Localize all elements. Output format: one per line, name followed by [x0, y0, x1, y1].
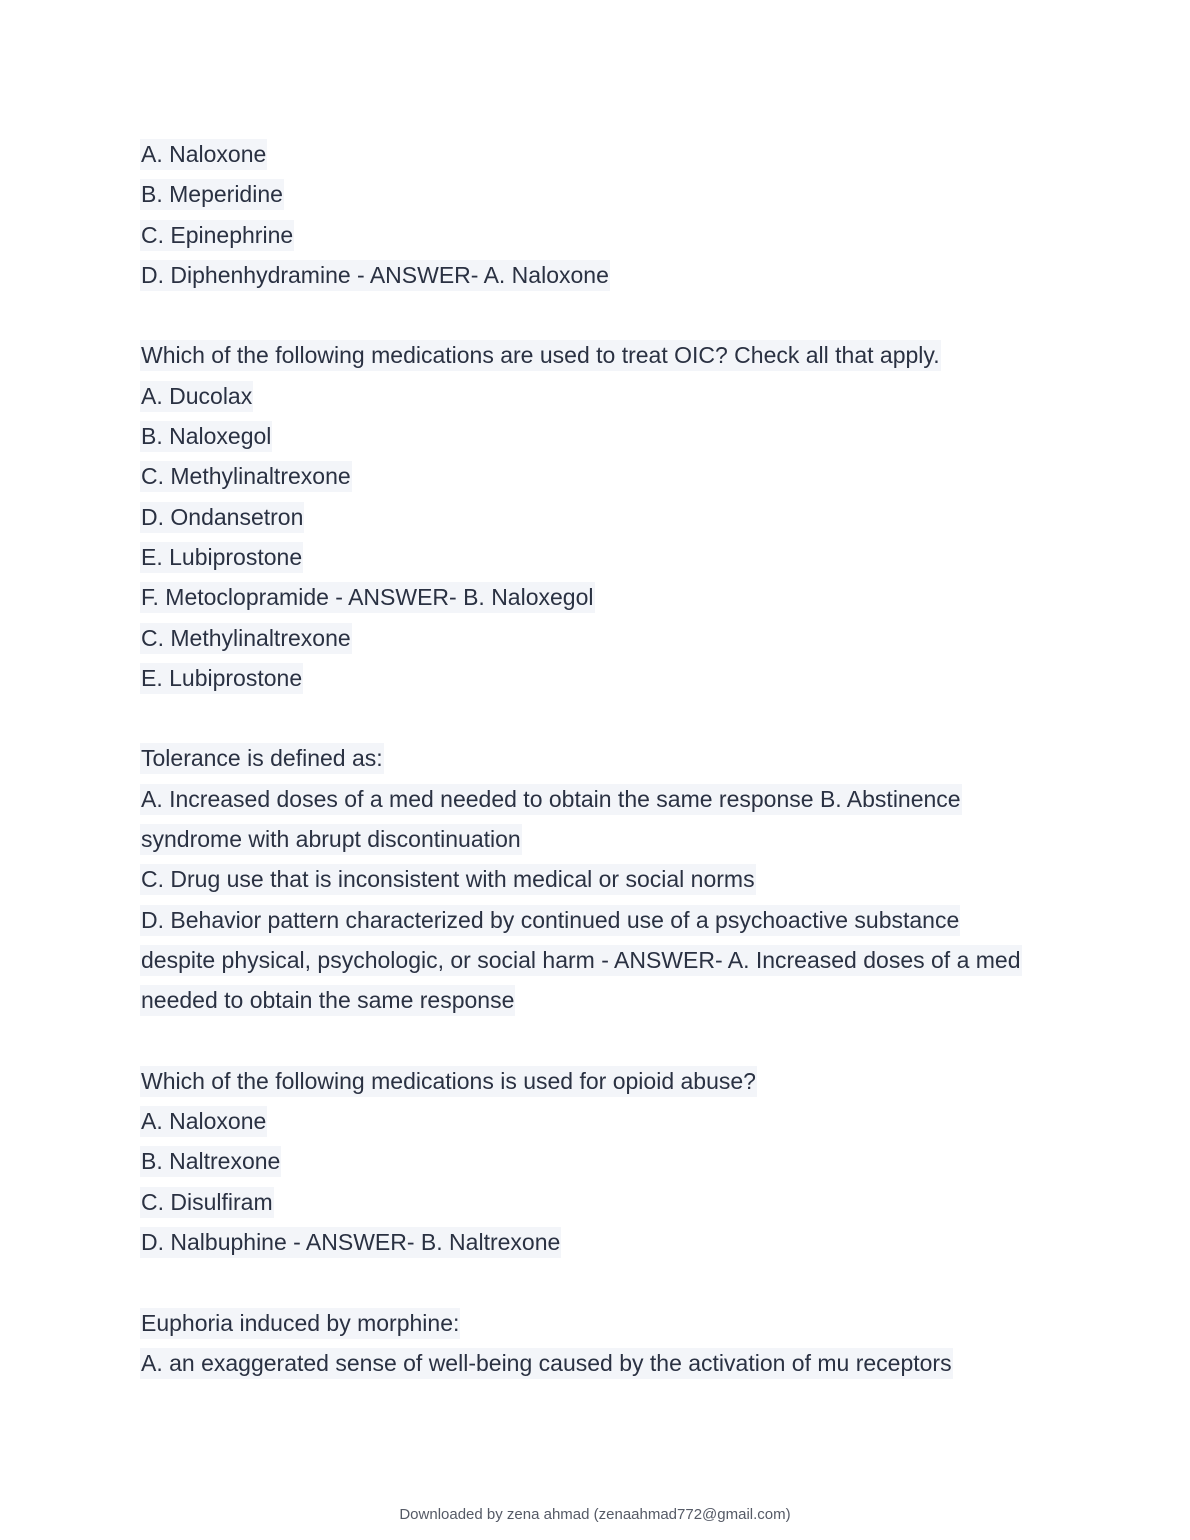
download-footer: Downloaded by zena ahmad (zenaahmad772@gmail.com): [399, 1506, 791, 1523]
question-block-4: [140, 1061, 1040, 1262]
text-line: despite physical, psychologic, or social harm - ANSWER- A. Increased doses of a med: [140, 940, 1040, 980]
text-line: C. Drug use that is inconsistent with medical or social norms: [140, 859, 1040, 899]
text-line: D. Nalbuphine - ANSWER- B. Naltrexone: [140, 1222, 1040, 1262]
text-line: B. Naloxegol: [140, 416, 1040, 456]
spacer: [140, 1262, 1040, 1302]
text-line: C. Methylinaltrexone: [140, 618, 1040, 658]
spacer: [140, 295, 1040, 335]
question-block-5: [140, 1303, 1040, 1384]
text-line: needed to obtain the same response: [140, 980, 1040, 1020]
text-line: B. Naltrexone: [140, 1141, 1040, 1181]
document-body: [140, 134, 1040, 1383]
text-line: D. Behavior pattern characterized by continued use of a psychoactive substance: [140, 900, 1040, 940]
text-line: A. Naloxone: [140, 134, 1040, 174]
text-line: C. Epinephrine: [140, 215, 1040, 255]
question-text: Which of the following medications is used for opioid abuse?: [140, 1061, 1040, 1101]
question-block-1: [140, 134, 1040, 295]
question-text: Tolerance is defined as:: [140, 738, 1040, 778]
text-line: A. Naloxone: [140, 1101, 1040, 1141]
text-line: A. Increased doses of a med needed to obtain the same response B. Abstinence: [140, 779, 1040, 819]
text-line: E. Lubiprostone: [140, 658, 1040, 698]
text-line: D. Ondansetron: [140, 497, 1040, 537]
text-line: syndrome with abrupt discontinuation: [140, 819, 1040, 859]
question-text: Euphoria induced by morphine:: [140, 1303, 1040, 1343]
question-block-3: [140, 738, 1040, 1020]
text-line: A. an exaggerated sense of well-being caused by the activation of mu receptors: [140, 1343, 1040, 1383]
question-block-2: [140, 335, 1040, 698]
text-line: C. Disulfiram: [140, 1182, 1040, 1222]
text-line: C. Methylinaltrexone: [140, 456, 1040, 496]
text-line: F. Metoclopramide - ANSWER- B. Naloxegol: [140, 577, 1040, 617]
text-line: D. Diphenhydramine - ANSWER- A. Naloxone: [140, 255, 1040, 295]
text-line: E. Lubiprostone: [140, 537, 1040, 577]
question-text: Which of the following medications are used to treat OIC? Check all that apply.: [140, 335, 1040, 375]
spacer: [140, 698, 1040, 738]
text-line: A. Ducolax: [140, 376, 1040, 416]
spacer: [140, 1021, 1040, 1061]
text-line: B. Meperidine: [140, 174, 1040, 214]
